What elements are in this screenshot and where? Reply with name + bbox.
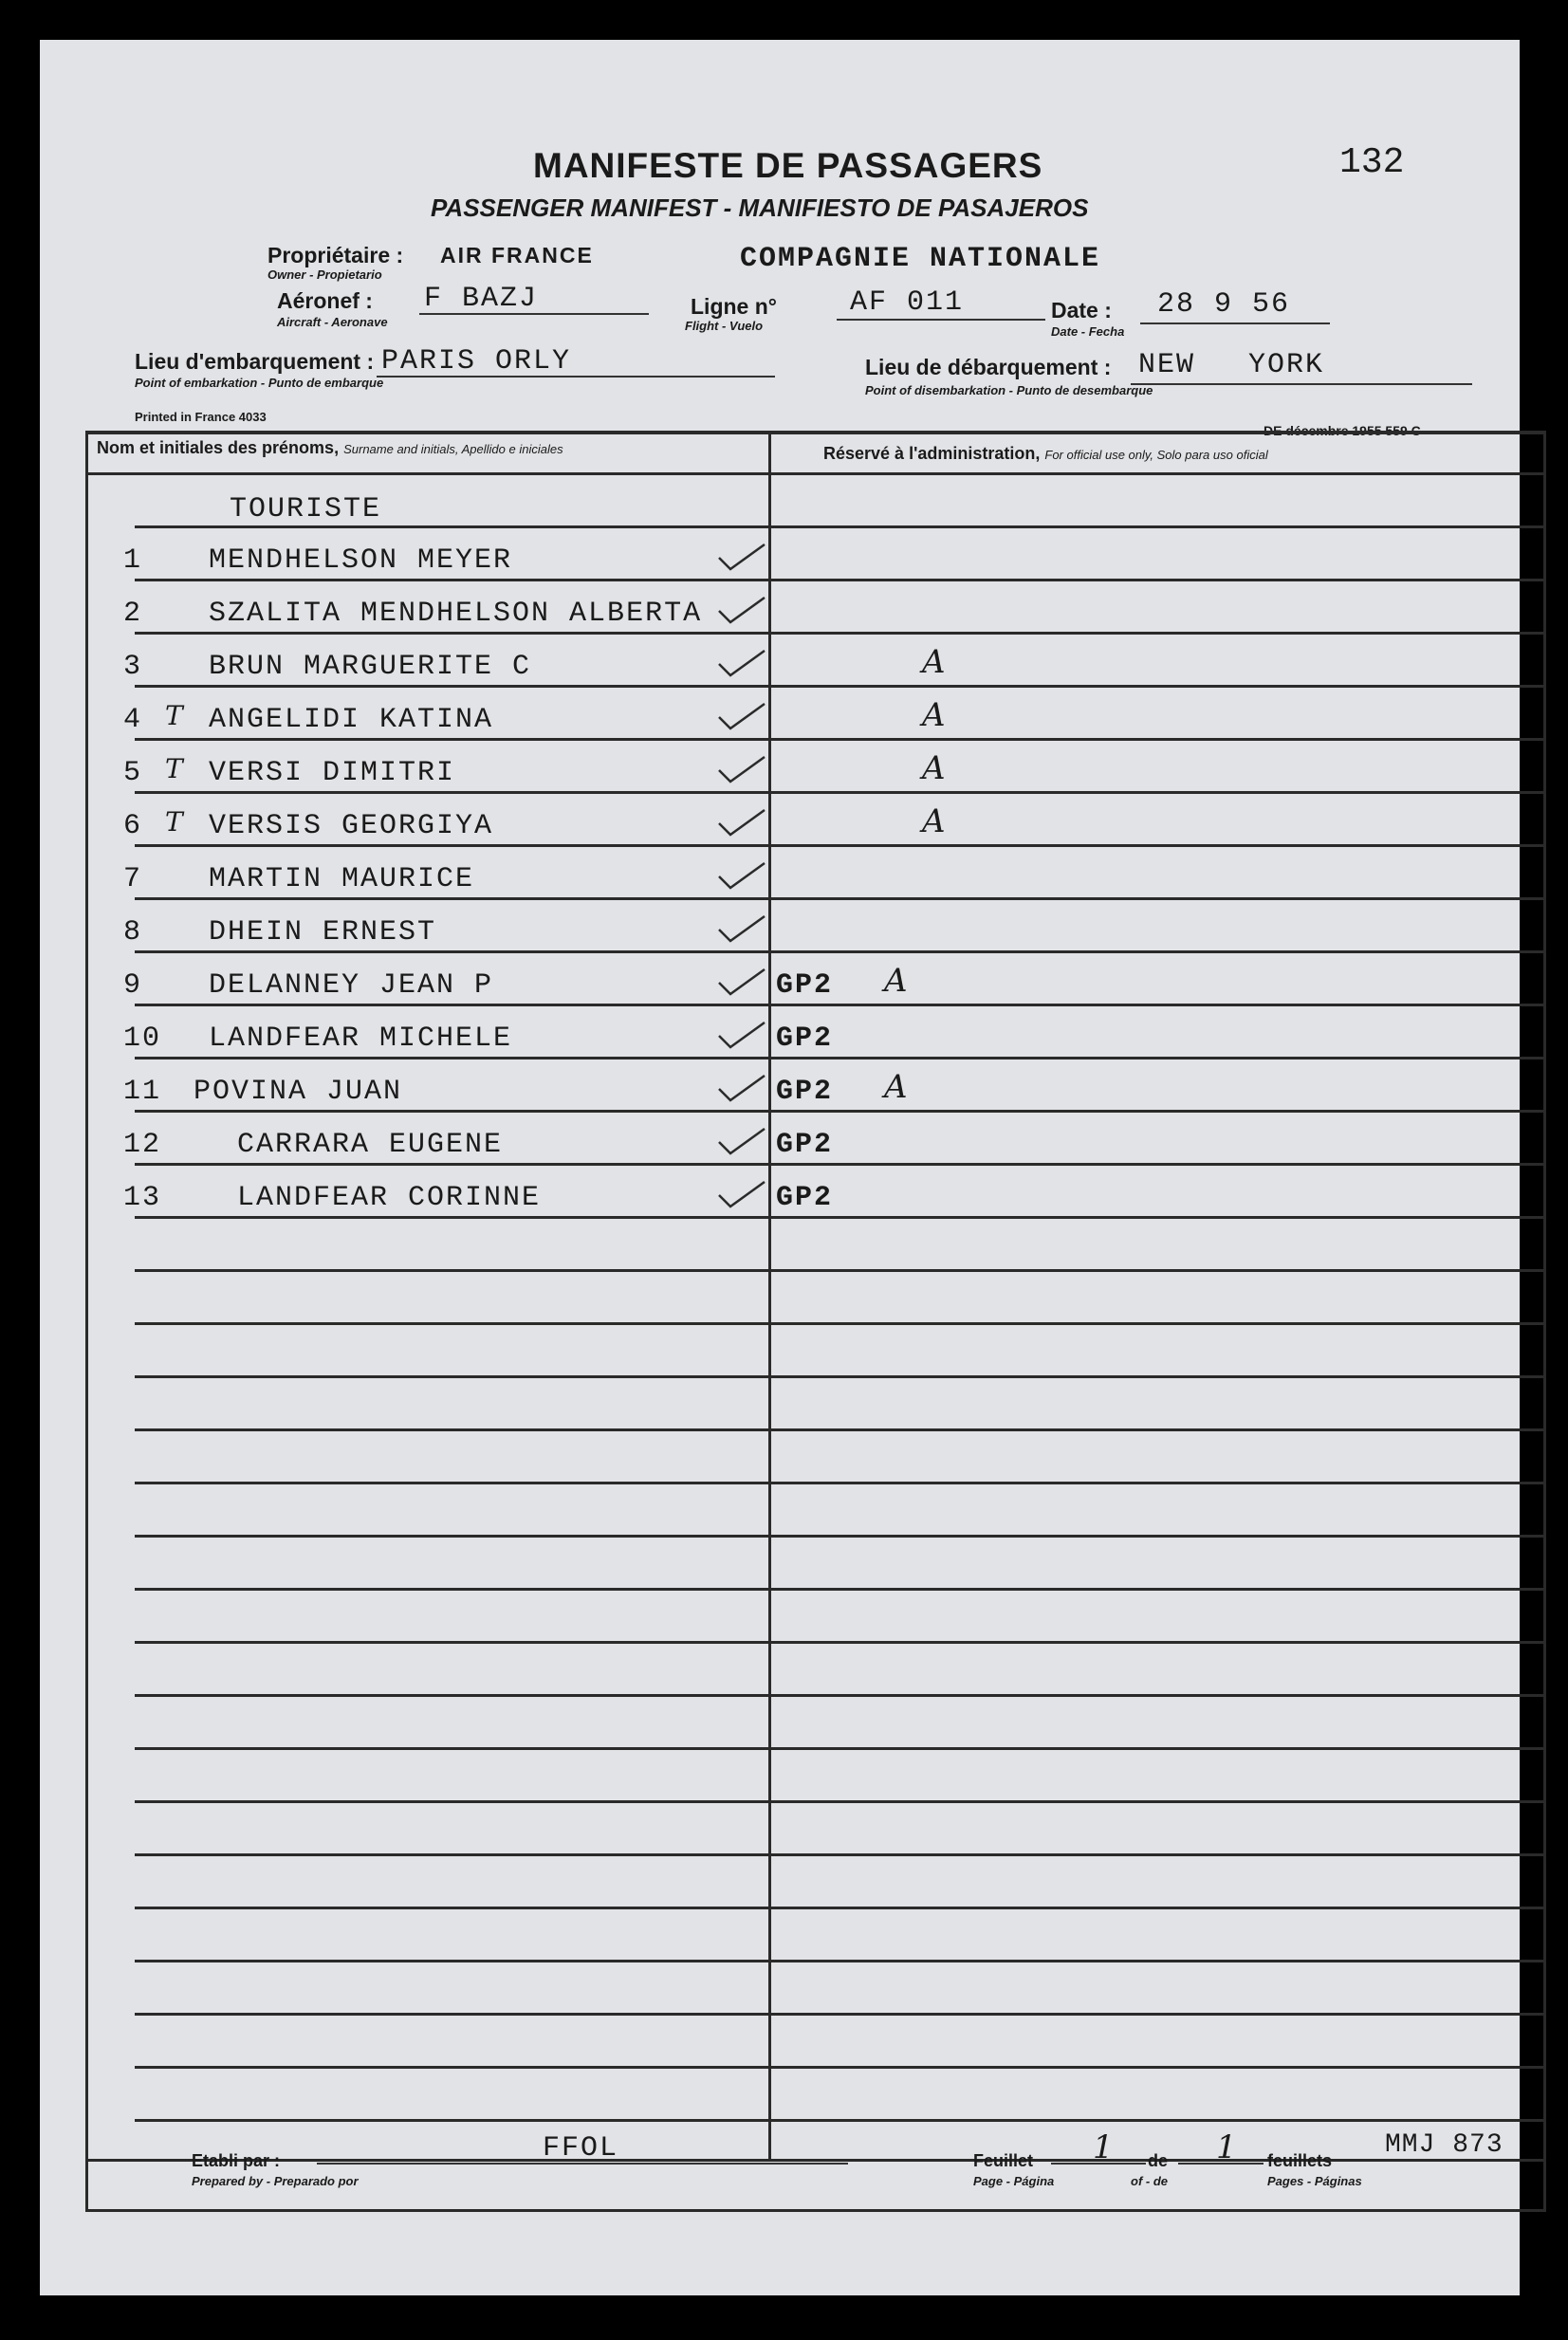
passenger-number: 5 bbox=[123, 757, 143, 789]
printed-note: Printed in France 4033 bbox=[135, 410, 267, 424]
prepared-sublabel: Prepared by - Preparado por bbox=[192, 2174, 359, 2188]
passenger-name: CARRARA EUGENE bbox=[237, 1129, 504, 1161]
stamp-number: MMJ 873 bbox=[1385, 2130, 1503, 2160]
ruled-line bbox=[135, 950, 1546, 953]
manifest-sheet bbox=[40, 40, 1520, 2295]
of-underline bbox=[1178, 2163, 1264, 2165]
prepared-value: FFOL bbox=[543, 2132, 619, 2165]
disembarkation-sublabel: Point of disembarkation - Punto de desembarque bbox=[865, 383, 1153, 397]
passenger-number: 2 bbox=[123, 598, 143, 630]
owner-label: Propriétaire : bbox=[267, 243, 404, 267]
admin-mark: A bbox=[884, 1068, 908, 1106]
ruled-line bbox=[135, 1375, 1546, 1378]
aircraft-value: F BAZJ bbox=[424, 283, 539, 315]
passenger-name: ANGELIDI KATINA bbox=[209, 704, 494, 736]
passenger-number: 10 bbox=[123, 1023, 162, 1055]
check-mark-icon bbox=[715, 753, 766, 785]
passenger-number: 7 bbox=[123, 863, 143, 895]
aircraft-label: Aéronef : bbox=[277, 288, 373, 313]
passenger-name: VERSI DIMITRI bbox=[209, 757, 456, 789]
passenger-number: 8 bbox=[123, 916, 143, 949]
passenger-name: DELANNEY JEAN P bbox=[209, 969, 494, 1002]
passenger-code: GP2 bbox=[776, 1129, 834, 1161]
ruled-line bbox=[135, 579, 1546, 581]
passenger-name: LANDFEAR MICHELE bbox=[209, 1023, 513, 1055]
check-mark-icon bbox=[715, 859, 766, 892]
check-mark-icon bbox=[715, 806, 766, 838]
flight-underline bbox=[837, 319, 1045, 321]
ruled-line bbox=[135, 1535, 1546, 1538]
passenger-code: GP2 bbox=[776, 969, 834, 1002]
form-code: DE décembre 1955 559 C bbox=[1264, 423, 1421, 438]
flight-sublabel: Flight - Vuelo bbox=[685, 319, 764, 333]
date-label: Date : bbox=[1051, 298, 1112, 322]
date-value: 28 9 56 bbox=[1157, 288, 1291, 321]
ruled-line bbox=[135, 897, 1546, 900]
passenger-number: 3 bbox=[123, 651, 143, 683]
ruled-line bbox=[135, 1269, 1546, 1272]
admin-mark: A bbox=[922, 749, 946, 787]
passenger-name: DHEIN ERNEST bbox=[209, 916, 437, 949]
passenger-name: BRUN MARGUERITE C bbox=[209, 651, 532, 683]
check-mark-icon bbox=[715, 1178, 766, 1210]
ruled-line bbox=[135, 2119, 1546, 2122]
passenger-number: 11 bbox=[123, 1076, 162, 1108]
ruled-line bbox=[135, 1428, 1546, 1431]
ruled-line bbox=[135, 1747, 1546, 1750]
passenger-mark: T bbox=[165, 700, 183, 731]
company-name: COMPAGNIE NATIONALE bbox=[740, 243, 1101, 275]
passenger-code: GP2 bbox=[776, 1023, 834, 1055]
disembarkation-label: Lieu de débarquement : bbox=[865, 355, 1112, 379]
passenger-name: SZALITA MENDHELSON ALBERTA bbox=[209, 598, 703, 630]
passenger-number: 12 bbox=[123, 1129, 162, 1161]
date-underline bbox=[1140, 322, 1330, 324]
check-mark-icon bbox=[715, 966, 766, 998]
check-mark-icon bbox=[715, 1019, 766, 1051]
check-mark-icon bbox=[715, 700, 766, 732]
ruled-line bbox=[135, 1960, 1546, 1962]
admin-column-header bbox=[823, 444, 1268, 464]
admin-mark: A bbox=[884, 962, 908, 1000]
ruled-line bbox=[135, 525, 1546, 528]
column-divider bbox=[768, 431, 771, 2159]
check-mark-icon bbox=[715, 912, 766, 945]
flight-label: Ligne n° bbox=[691, 294, 777, 319]
ruled-line bbox=[135, 1163, 1546, 1166]
ruled-line bbox=[135, 1853, 1546, 1856]
passenger-code: GP2 bbox=[776, 1182, 834, 1214]
owner-sublabel: Owner - Propietario bbox=[267, 267, 382, 282]
aircraft-underline bbox=[419, 313, 649, 315]
sheet-underline bbox=[1051, 2163, 1146, 2165]
owner-value: AIR FRANCE bbox=[440, 243, 594, 267]
page-number: 132 bbox=[1339, 142, 1405, 183]
embarkation-sublabel: Point of embarkation - Punto de embarque bbox=[135, 376, 384, 390]
passenger-mark: T bbox=[165, 806, 183, 838]
check-mark-icon bbox=[715, 594, 766, 626]
embarkation-value: PARIS ORLY bbox=[381, 345, 572, 378]
passenger-name: MENDHELSON MEYER bbox=[209, 544, 513, 577]
passenger-name: VERSIS GEORGIYA bbox=[209, 810, 494, 842]
ruled-line bbox=[135, 791, 1546, 794]
check-mark-icon bbox=[715, 1125, 766, 1157]
ruled-line bbox=[135, 1641, 1546, 1644]
aircraft-sublabel: Aircraft - Aeronave bbox=[277, 315, 388, 329]
check-mark-icon bbox=[715, 1072, 766, 1104]
admin-mark: A bbox=[922, 643, 946, 681]
passenger-name: MARTIN MAURICE bbox=[209, 863, 475, 895]
ruled-line bbox=[135, 738, 1546, 741]
header-divider bbox=[85, 472, 1546, 475]
ruled-line bbox=[135, 2066, 1546, 2069]
passenger-number: 6 bbox=[123, 810, 143, 842]
passenger-name: POVINA JUAN bbox=[194, 1076, 403, 1108]
admin-column-label: Réservé à l'administration, bbox=[823, 444, 1041, 463]
admin-mark: A bbox=[922, 802, 946, 840]
passenger-number: 9 bbox=[123, 969, 143, 1002]
names-column-header bbox=[97, 438, 563, 458]
manifest-title: MANIFESTE DE PASSAGERS bbox=[533, 146, 1043, 185]
admin-mark: A bbox=[922, 696, 946, 734]
ruled-line bbox=[135, 1907, 1546, 1909]
disembarkation-underline bbox=[1131, 383, 1472, 385]
disembarkation-value: NEW YORK bbox=[1138, 349, 1325, 381]
of-label: de bbox=[1148, 2151, 1169, 2170]
sheet-value: 1 bbox=[1093, 2128, 1114, 2166]
table-frame bbox=[85, 431, 1546, 2212]
names-column-label: Nom et initiales des prénoms, bbox=[97, 438, 340, 457]
embarkation-underline bbox=[377, 376, 775, 378]
flight-value: AF 011 bbox=[850, 286, 965, 319]
sheet-label: Feuillet bbox=[973, 2151, 1034, 2170]
ruled-line bbox=[135, 1482, 1546, 1484]
manifest-subtitle: PASSENGER MANIFEST - MANIFIESTO DE PASAJEROS bbox=[431, 193, 1089, 222]
sheets-sublabel: Pages - Páginas bbox=[1267, 2174, 1362, 2188]
of-value: 1 bbox=[1216, 2128, 1237, 2166]
ruled-line bbox=[135, 1800, 1546, 1803]
ruled-line bbox=[135, 1322, 1546, 1325]
ruled-line bbox=[135, 1694, 1546, 1697]
ruled-line bbox=[135, 685, 1546, 688]
passenger-number: 13 bbox=[123, 1182, 162, 1214]
date-sublabel: Date - Fecha bbox=[1051, 324, 1125, 339]
sheet-sublabel: Page - Página bbox=[973, 2174, 1055, 2188]
ruled-line bbox=[135, 1588, 1546, 1591]
passenger-number: 4 bbox=[123, 704, 143, 736]
class-heading: TOURISTE bbox=[230, 493, 382, 525]
ruled-line bbox=[135, 2013, 1546, 2016]
passenger-name: LANDFEAR CORINNE bbox=[237, 1182, 542, 1214]
ruled-line bbox=[135, 1004, 1546, 1006]
passenger-number: 1 bbox=[123, 544, 143, 577]
names-column-sublabel: Surname and initials, Apellido e iniciales bbox=[343, 442, 563, 456]
ruled-line bbox=[135, 1216, 1546, 1219]
check-mark-icon bbox=[715, 541, 766, 573]
embarkation-label: Lieu d'embarquement : bbox=[135, 349, 375, 374]
sheets-label: feuillets bbox=[1267, 2151, 1333, 2170]
ruled-line bbox=[135, 632, 1546, 635]
prepared-label: Etabli par : bbox=[192, 2151, 281, 2170]
check-mark-icon bbox=[715, 647, 766, 679]
of-sublabel: of - de bbox=[1131, 2174, 1168, 2188]
ruled-line bbox=[135, 844, 1546, 847]
ruled-line bbox=[135, 1110, 1546, 1113]
passenger-mark: T bbox=[165, 753, 183, 784]
ruled-line bbox=[135, 1057, 1546, 1059]
passenger-code: GP2 bbox=[776, 1076, 834, 1108]
admin-column-sublabel: For official use only, Solo para uso oficial bbox=[1044, 448, 1268, 462]
